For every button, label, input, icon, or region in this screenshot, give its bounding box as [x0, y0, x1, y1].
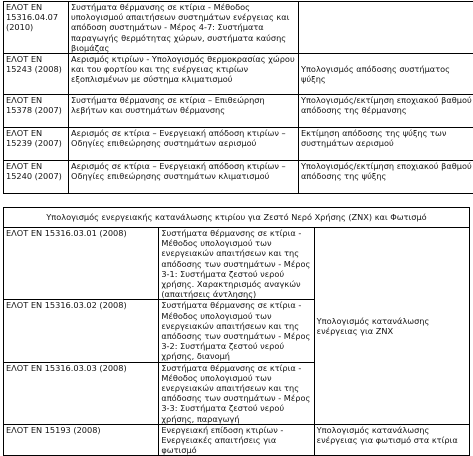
table-row [4, 228, 470, 300]
standard-code: ΕΛΟΤ ΕΝ 15243 (2008) [4, 54, 69, 95]
standard-title: Συστήματα θέρμανσης σε κτίρια – Επιθεώρηση λεβήτων και συστημάτων θέρμανσης [69, 95, 299, 128]
standard-code: ΕΛΟΤ ΕΝ 15240 (2007) [4, 161, 69, 194]
standard-code: ΕΛΟΤ ΕΝ 15193 (2008) [4, 424, 159, 456]
calculation-purpose: Υπολογισμός/εκτίμηση εποχιακού βαθμού απόδοσης της θέρμανσης [299, 95, 473, 128]
standard-title: Αερισμός σε κτίρια – Ενεργειακή απόδοση κτιρίων – Οδηγίες επιθεώρησης συστημάτων κλιματισμού [69, 161, 299, 194]
table-row [4, 161, 473, 194]
standard-code: ΕΛΟΤ ΕΝ 15316.03.03 (2008) [4, 362, 159, 424]
calculation-purpose: Υπολογισμός κατανάλωσης ενέργειας για ΖΝΧ [314, 228, 469, 425]
table-row [4, 2, 473, 54]
standard-title: Συστήματα θέρμανσης σε κτίρια - Μέθοδος υπολογισμού των ενεργειακών απαιτήσεων και της απόδοσης των συστημάτων - Μέρος 3-1: Συστήματα ζεστού νερού χρήσης. Χαρακτηρισμός αναγκών (απαιτήσεις άντλησης) [159, 228, 314, 300]
standard-code: ΕΛΟΤ ΕΝ 15316.03.02 (2008) [4, 300, 159, 362]
standard-title: Αερισμός σε κτίρια – Ενεργειακή απόδοση κτιρίων – Οδηγίες επιθεώρησης συστημάτων αερισμού [69, 128, 299, 161]
calculation-purpose: Υπολογισμός/εκτίμηση εποχιακού βαθμού απόδοσης της ψύξης [299, 161, 473, 194]
standards-table-dhw-lighting [3, 207, 470, 456]
standard-code: ΕΛΟΤ ΕΝ 15316.04.07 (2010) [4, 2, 69, 54]
standard-title: Ενεργειακή επίδοση κτιρίων - Ενεργειακές απαιτήσεις για φωτισμό [159, 424, 314, 456]
table-row [4, 95, 473, 128]
standards-table-heating-cooling [3, 1, 473, 194]
calculation-purpose: Υπολογισμός κατανάλωσης ενέργειας για φωτισμό στα κτίρια [314, 424, 469, 456]
standard-code: ΕΛΟΤ ΕΝ 15378 (2007) [4, 95, 69, 128]
table-row [4, 54, 473, 95]
section-heading: Υπολογισμός ενεργειακής κατανάλωσης κτιρίου για Ζεστό Νερό Χρήσης (ΖΝΧ) και Φωτισμό [4, 208, 470, 228]
standard-title: Συστήματα θέρμανσης σε κτίρια - Μέθοδος υπολογισμού απαιτήσεων συστημάτων ενέργειας και απόδοση συστημάτων - Μέρος 4-7: Συστήματα παραγωγής θερμότητας χώρων, συστήματα καύσης βιομάζας [69, 2, 299, 54]
standard-title: Συστήματα θέρμανσης σε κτίρια - Μέθοδος υπολογισμού των ενεργειακών απαιτήσεων και της απόδοσης των συστημάτων - Μέρος 3-2: Συστήματα ζεστού νερού χρήσης, διανομή [159, 300, 314, 362]
standard-code: ΕΛΟΤ ΕΝ 15239 (2007) [4, 128, 69, 161]
standard-code: ΕΛΟΤ ΕΝ 15316.03.01 (2008) [4, 228, 159, 300]
calculation-purpose: Υπολογισμός απόδοσης συστήματος ψύξης [299, 54, 473, 95]
standard-title: Συστήματα θέρμανσης σε κτίρια - Μέθοδος υπολογισμού των ενεργειακών απαιτήσεων και της απόδοσης των συστημάτων - Μέρος 3-3: Συστήματα ζεστού νερού χρήσης, παραγωγή [159, 362, 314, 424]
table-row [4, 424, 470, 456]
calculation-purpose [299, 2, 473, 54]
standard-title: Αερισμός κτιρίων - Υπολογισμός θερμοκρασίας χώρου και του φορτίου και της ενέργειας κτιρίων εξοπλισμένων με σύστημα κλιματισμού [69, 54, 299, 95]
calculation-purpose: Εκτίμηση απόδοσης της ψύξης των συστημάτων αερισμού [299, 128, 473, 161]
table-row [4, 128, 473, 161]
section-heading-row [4, 208, 470, 228]
